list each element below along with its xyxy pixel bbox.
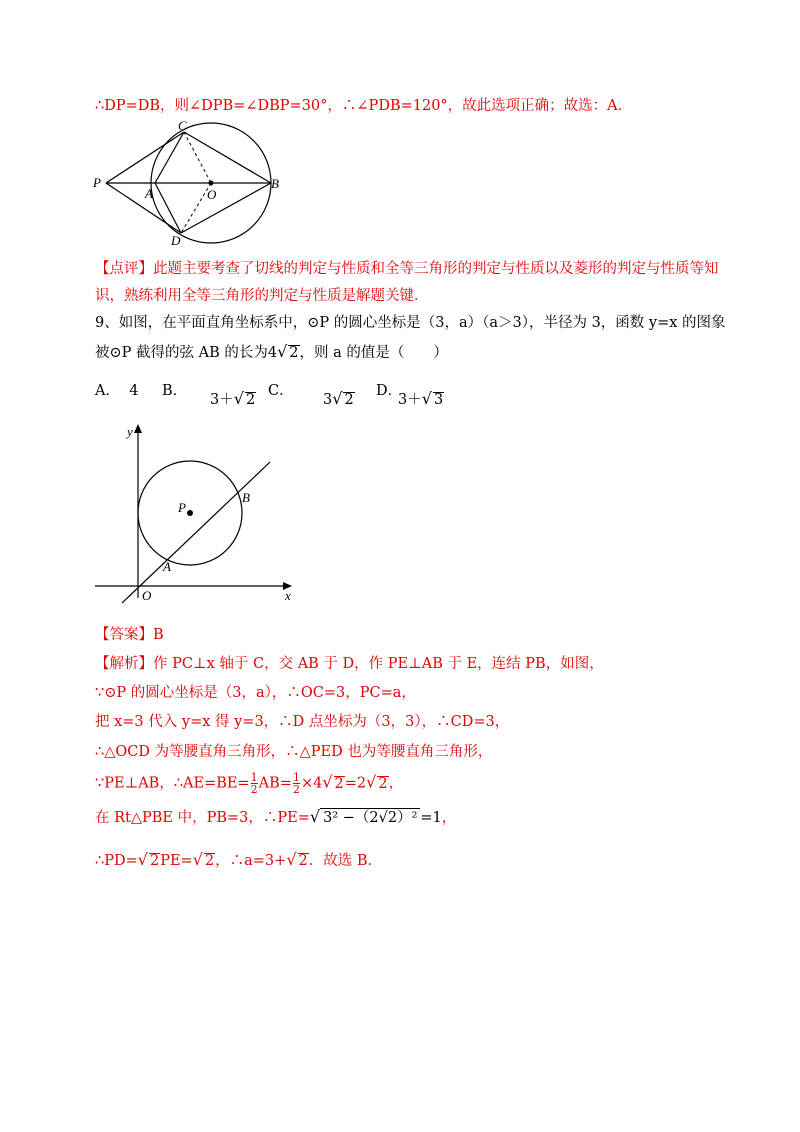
fig1-line-DB	[181, 183, 271, 233]
answer-value: B	[153, 627, 164, 643]
fig2-center-dot	[187, 510, 193, 516]
fraction-one-half-2: $\frac{1}{2}$	[292, 771, 300, 796]
comment-tag: 【点评】	[95, 261, 153, 277]
fig2-label-P: P	[178, 500, 186, 515]
fraction-one-half: $\frac{1}{2}$	[250, 771, 258, 796]
fig1-label-P: P	[93, 175, 101, 190]
fig1-label-D: D	[171, 233, 181, 248]
fig1-line-PC	[106, 132, 184, 183]
analysis-line-2: ∵⊙P 的圆心坐标是（3，a），∴OC=3，PC=a，	[95, 685, 416, 701]
figure-2-coordinate-plane	[90, 420, 310, 610]
option-b-value: 3＋√ 2	[210, 389, 256, 408]
analysis-line-6: 在 Rt△PBE 中，PB=3，∴PE=√ 3² −（2√2）² =1，	[95, 807, 457, 826]
figure-1-geometry	[88, 118, 288, 248]
comment-line-1: 【点评】此题主要考查了切线的判定与性质和全等三角形的判定与性质以及菱形的判定与性质等知	[95, 261, 719, 277]
fig2-y-arrow	[134, 424, 142, 433]
fig2-label-x: x	[285, 588, 291, 603]
analysis-line-1: 【解析】作 PC⊥x 轴于 C，交 AB 于 D，作 PE⊥AB 于 E，连结 PB，如图，	[95, 656, 604, 672]
previous-conclusion: ∴DP=DB，则∠DPB=∠DBP=30°，∴∠PDB=120°，故此选项正确；故选：A．	[95, 98, 633, 114]
fig2-label-A: A	[163, 559, 171, 574]
answer-line	[95, 626, 164, 644]
analysis-line-5: ∵PE⊥AB，∴AE=BE= $\frac{1}{2}$ AB= $\frac{1}{2}$ ×4√ 2=2√ 2，	[95, 771, 404, 796]
fig1-line-CB	[184, 132, 271, 183]
option-d-label: D．	[376, 383, 403, 399]
option-c-label: C．	[268, 383, 294, 399]
fig1-label-B: B	[271, 176, 279, 191]
fig1-label-C: C	[178, 118, 187, 133]
fig1-line-PD	[106, 183, 181, 233]
option-a: A． 4	[95, 383, 139, 399]
analysis-line-3: 把 x=3 代入 y=x 得 y=3，∴D 点坐标为（3，3），∴CD=3，	[95, 714, 510, 730]
answer-tag: 【答案】	[95, 627, 153, 643]
option-b-label: B．	[162, 383, 188, 399]
fig2-label-y: y	[127, 424, 133, 439]
question-9-line-2: 被⊙P 截得的弦 AB 的长为4√ 2，则 a 的值是（ ）	[95, 342, 448, 361]
analysis-tag: 【解析】	[95, 656, 153, 672]
analysis-line-7: ∴PD=√ 2PE=√ 2，∴a=3+√ 2．故选 B．	[95, 850, 383, 869]
option-d-value: 3＋√ 3	[398, 389, 444, 408]
fig1-label-A: A	[145, 186, 153, 201]
option-c-value: 3√ 2	[323, 389, 354, 408]
fig1-center-dot	[209, 181, 214, 186]
fig2-label-O: O	[142, 588, 152, 603]
analysis-line-4: ∴△OCD 为等腰直角三角形，∴△PED 也为等腰直角三角形，	[95, 744, 493, 760]
question-9-line-1: 9、如图，在平面直角坐标系中，⊙P 的圆心坐标是（3，a）（a＞3），半径为 3，函数 y=x 的图象	[95, 315, 726, 331]
comment-line-2: 识，熟练利用全等三角形的判定与性质是解题关键．	[95, 288, 429, 304]
fig2-label-B: B	[242, 490, 250, 505]
fig2-line-y-eq-x	[122, 462, 270, 603]
fig1-label-O: O	[207, 187, 217, 202]
